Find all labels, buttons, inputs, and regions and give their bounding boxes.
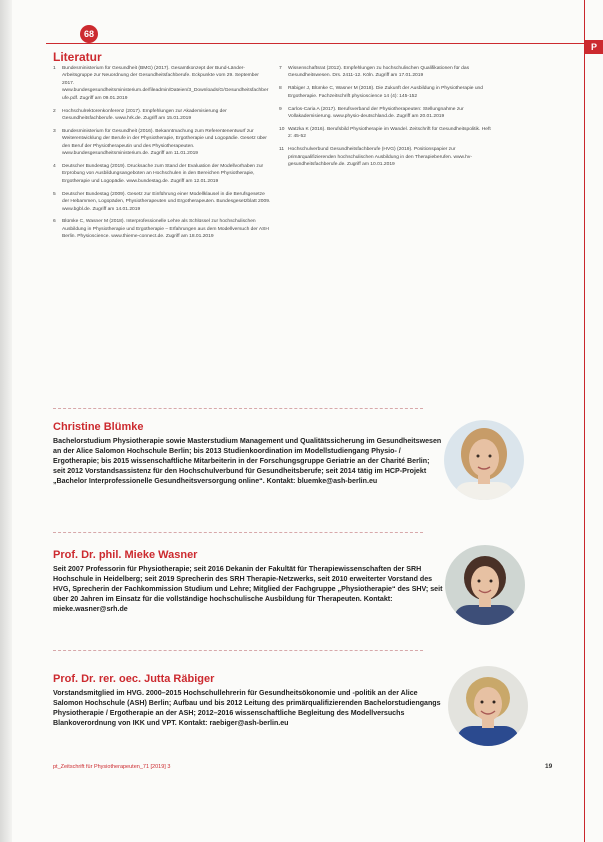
author-name: Prof. Dr. phil. Mieke Wasner (53, 549, 198, 561)
reference-item (53, 108, 271, 123)
reference-text: Räbiger J, Blümke C, Wasner M (2018). Die Zukunft der Ausbildung in Physiotherapie und Ergotherapie. Fachzeitschrift physioscience 14 (4): 145-152 (288, 86, 483, 99)
reference-text: Bundesministerium für Gesundheit (2016). Bekanntmachung zum Referentenentwurf zur Weiterentwicklung der Berufe in der Physiotherapie, Ergotherapie und Logopädie. Gesetz über den Beruf der Physiotherapeutin und des Physiotherapeuten. www.bundesgesundheitsministerium.de. Zugriff am 11.01.2019 (62, 128, 267, 157)
portrait-icon (444, 420, 524, 500)
author-card-raebiger (53, 673, 443, 728)
reference-number: 2 (53, 108, 56, 114)
page-number: 19 (545, 763, 553, 770)
author-name: Christine Blümke (53, 421, 144, 433)
top-rule (46, 43, 584, 44)
reference-number: 1 (53, 66, 56, 71)
author-name: Prof. Dr. rer. oec. Jutta Räbiger (53, 673, 215, 685)
reference-number: 11 (279, 147, 285, 153)
author-card-wasner (53, 549, 443, 614)
literature-list-right (279, 65, 495, 174)
portrait-icon (445, 545, 525, 625)
reference-number: 5 (53, 191, 56, 197)
author-photo-wasner (445, 545, 525, 625)
literature-list-left (53, 65, 271, 246)
reference-number: 4 (53, 163, 56, 169)
section-divider (53, 650, 423, 651)
reference-text: Deutscher Bundestag (2009). Gesetz zur Einführung einer Modellklausel in die Berufsgesetze der Hebammen, Logopäden, Physiotherapeuten und Ergotherapeuten. Bundesgesetzblatt 2009. www.bgbl.de. Zugriff am 14.01.2019 (62, 191, 271, 212)
reference-item (53, 191, 271, 213)
reference-text: Watzka K (2016). Berufsbild Physiotherapie im Wandel. Zeitschrift für Gesundheitspolitik. Heft 2: 45-52 (288, 126, 491, 140)
reference-text: Deutscher Bundestag (2019). Drucksache zum Stand der Evaluation der Modellvorhaben zur Erprobung von Ausbildungsangeboten an Hochschulen in den Bereichen Physiotherapie, Ergotherapie und Logopädie. www.bundestag.de. Zugriff am 12.01.2019 (62, 163, 264, 184)
reference-item (279, 85, 495, 100)
reference-text: Hochschulrektorenkonferenz (2017). Empfehlungen zur Akademisierung der Gesundheitsfachberufe. www.hrk.de. Zugriff am 15.01.2019 (62, 108, 227, 121)
reference-item (279, 65, 495, 80)
section-tab: P (585, 40, 603, 54)
reference-item (53, 218, 271, 240)
reference-item (279, 146, 495, 168)
reference-number: 10 (279, 126, 285, 132)
author-bio: Vorstandsmitglied im HVG. 2000–2015 Hochschullehrerin für Gesundheitsökonomie und -politik an der Alice Salomon Hochschule (ASH) Berlin; Aufbau und bis 2012 Leitung des primärqualifizierenden Bachelorstudiengangs Physiotherapie / Ergotherapie an der ASH; 2012–2016 wissenschaftliche Begleitung des Modellversuchs Blankoverordnung von IKK und VPT. Kontakt: raebiger@ash-berlin.eu (53, 689, 441, 727)
author-bio: Bachelorstudium Physiotherapie sowie Masterstudium Management und Qualitätssicherung im Gesundheitswesen an der Alice Salomon Hochschule Berlin; bis 2013 Studienkoordination im Modellstudiengang Physio- / Ergotherapie; bis 2015 wissenschaftliche Mitarbeiterin in der Forschungsgruppe Geriatrie an der Charité Berlin; seit 2012 Vorstandsassistenz für den Hochschulverbund für Gesundheitsberufe; seit 2014 tätig im HCP-Projekt „Bachelor Interprofessionelle Gesundheitsversorgung online“. Kontakt: bluemke@ash-berlin.eu (53, 437, 442, 485)
vertical-rule (584, 0, 585, 842)
author-bio: Seit 2007 Professorin für Physiotherapie; seit 2016 Dekanin der Fakultät für Therapiewissenschaften der SRH Hochschule in Heidelberg; seit 2019 Sprecherin des SRH Therapie-Netzwerks, seit 2010 erweiterter Vorstand des HVG, Sprecherin der Fachkommission Studium und Lehre; Mitglied der Fachgruppe „Physiotherapie“ des SHV; seit über 20 Jahren im Einsatz für die vollständige hochschulische Ausbildung für Therapeuten. Kontakt: mieke.wasner@srh.de (53, 565, 443, 613)
reference-number: 9 (279, 106, 282, 112)
reference-item (279, 106, 495, 121)
reference-item (53, 65, 271, 102)
reference-text: Wissenschaftsrat (2012). Empfehlungen zu hochschulischen Qualifikationen für das Gesundheitswesen. Drs. 2411-12. Köln. Zugriff am 17.01.2019 (288, 66, 470, 79)
page-left-edge (0, 0, 12, 842)
literature-heading: Literatur (53, 50, 102, 64)
reference-item (53, 163, 271, 185)
portrait-icon (448, 666, 528, 746)
reference-text: Carlos-Caria A (2017). Berufsverband der Physiotherapeuten: Stellungnahme zur Vollakademisierung. www.physio-deutschland.de. Zugriff am 20.01.2019 (288, 106, 464, 120)
footer-journal-title: pt_Zeitschrift für Physiotherapeuten_71 [2019] 3 (53, 764, 171, 770)
reference-text: Hochschulverbund Gesundheitsfachberufe (HVG) (2019). Positionspapier zur primärqualifizierenden hochschulischen Ausbildung in den Therapieberufen. www.hv-gesundheitsfachberufe.de. Zugriff am 10.01.2019 (288, 147, 472, 168)
reference-number: 3 (53, 128, 56, 134)
author-photo-bluemke (444, 420, 524, 500)
reference-number: 8 (279, 86, 282, 92)
reference-number: 7 (279, 66, 282, 71)
reference-text: Blümke C, Wasner M (2018). Interprofessionelle Lehre als Schlüssel zur hochschulischen Ausbildung in Physiotherapie und Ergotherapie – Erfahrungen aus dem Modellversuch der ASH Berlin. Physioscience. www.thieme-connect.de. Zugriff am 18.01.2019 (62, 219, 269, 240)
reference-item (279, 126, 495, 141)
reference-number: 6 (53, 219, 56, 225)
section-divider (53, 408, 423, 409)
reference-text: Bundesministerium für Gesundheit (BMG) (2017). Gesamtkonzept der Bund-Länder-Arbeitsgruppe zur Neuordnung der Gesundheitsfachberufe. Eckpunkte vom 29. September 2017. www.bundesgesundheitsministerium.de/fileadmin/Dateien/3_Downloads/G/Gesundheitsfachberufe.pdf. Zugriff am 09.01.2019 (62, 66, 269, 101)
section-divider (53, 532, 423, 533)
section-badge-icon: 68 (80, 25, 98, 43)
author-photo-raebiger (448, 666, 528, 746)
reference-item (53, 128, 271, 158)
author-card-bluemke (53, 421, 443, 486)
